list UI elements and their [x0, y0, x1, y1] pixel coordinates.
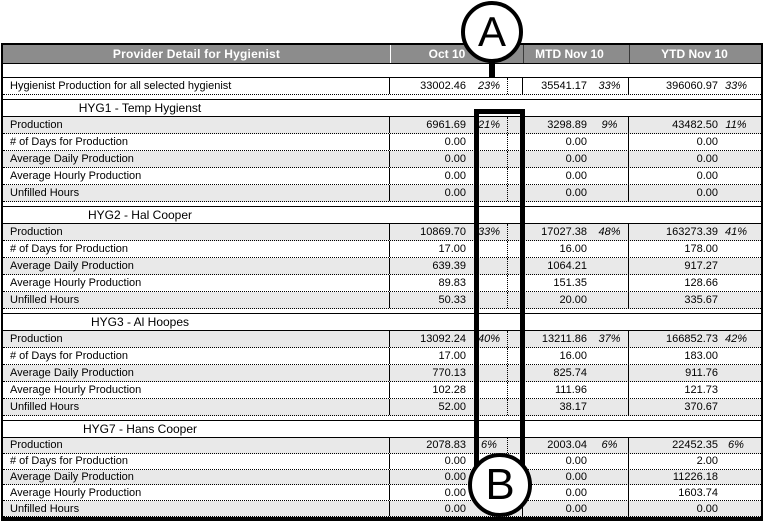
- mtd-percent: [591, 275, 629, 291]
- mtd-percent: [591, 485, 629, 500]
- table-row: [3, 151, 761, 168]
- ytd-value: 178.00: [684, 243, 718, 255]
- ytd-value: 1603.74: [678, 486, 718, 499]
- callout-b-label: B: [485, 460, 515, 509]
- ytd-value: 121.73: [684, 384, 718, 396]
- summary-row: [3, 78, 761, 95]
- mtd-value: 151.35: [553, 277, 587, 289]
- mtd-value: 1064.21: [547, 260, 587, 272]
- ytd-percent: [721, 382, 761, 398]
- row-label: Unfilled Hours: [3, 399, 390, 415]
- oct-value: 50.33: [438, 294, 466, 306]
- row-label: Unfilled Hours: [3, 501, 390, 516]
- oct-percent: 40%: [471, 331, 508, 347]
- mtd-percent: 9%: [591, 117, 629, 133]
- mtd-value: 0.00: [565, 455, 587, 468]
- ytd-value: 335.67: [684, 294, 718, 306]
- ytd-value: 43482.50: [672, 119, 718, 131]
- ytd-value: 2.00: [696, 455, 718, 468]
- mtd-value: 0.00: [565, 153, 587, 165]
- mtd-value: 111.96: [554, 384, 587, 396]
- oct-value: 52.00: [438, 401, 466, 413]
- oct-value: 0.00: [444, 153, 466, 165]
- ytd-value: 183.00: [684, 350, 718, 362]
- table-row: [3, 117, 761, 134]
- oct-value: 6961.69: [426, 119, 466, 131]
- ytd-percent: [721, 168, 761, 184]
- mtd-percent: [591, 258, 629, 274]
- blank-row: [3, 64, 761, 78]
- ytd-percent: 41%: [724, 226, 748, 238]
- table-row: [3, 501, 761, 517]
- ytd-percent: 42%: [724, 333, 748, 345]
- mtd-value: 38.17: [559, 401, 587, 413]
- table-row: [3, 399, 761, 416]
- mtd-percent: [591, 134, 629, 150]
- mtd-value: 0.00: [565, 502, 587, 515]
- ytd-value: 0.00: [696, 153, 718, 165]
- ytd-value: 166852.73: [666, 333, 718, 345]
- highlight-rectangle: [474, 109, 525, 501]
- oct-value: 2078.83: [426, 439, 466, 452]
- ytd-percent: [721, 470, 761, 485]
- ytd-percent: [721, 151, 761, 167]
- ytd-percent: [721, 501, 761, 516]
- mtd-percent: [591, 399, 629, 415]
- mtd-percent: [591, 382, 629, 398]
- section-title: HYG2 - Hal Cooper: [87, 208, 193, 222]
- section-header-row: [3, 207, 761, 224]
- ytd-value: 396060.97: [666, 80, 718, 92]
- oct-value: 13092.24: [420, 333, 466, 345]
- ytd-value: 163273.39: [666, 226, 718, 238]
- mtd-value: 825.74: [553, 367, 587, 379]
- mtd-percent: [591, 501, 629, 516]
- row-label: Average Hourly Production: [3, 382, 390, 398]
- ytd-percent: [721, 454, 761, 469]
- mtd-percent: [591, 151, 629, 167]
- row-label: Average Hourly Production: [3, 275, 390, 291]
- oct-value: 89.83: [438, 277, 466, 289]
- ytd-value: 0.00: [696, 136, 718, 148]
- mtd-percent: 48%: [591, 224, 629, 240]
- row-label: Average Hourly Production: [3, 485, 390, 500]
- table-row: [3, 331, 761, 348]
- row-label: Unfilled Hours: [3, 292, 390, 308]
- callout-circle-b: [468, 453, 532, 517]
- mtd-percent: [591, 454, 629, 469]
- section-rows: [3, 438, 761, 517]
- column-spacer: [508, 78, 523, 94]
- table-row: [3, 438, 761, 454]
- oct-value: 0.00: [444, 136, 466, 148]
- section-header-row: [3, 100, 761, 117]
- ytd-percent: [721, 275, 761, 291]
- ytd-percent: [721, 258, 761, 274]
- oct-value: 0.00: [444, 486, 466, 499]
- row-label: Production: [3, 117, 390, 133]
- column-header-mtd: MTD Nov 10: [523, 45, 629, 63]
- table-row: [3, 470, 761, 486]
- row-label: # of Days for Production: [3, 348, 390, 364]
- row-label: Production: [3, 224, 390, 240]
- oct-value: 0.00: [444, 455, 466, 468]
- row-label: Production: [3, 331, 390, 347]
- ytd-percent: [721, 399, 761, 415]
- section-rows: [3, 331, 761, 416]
- ytd-percent: [721, 185, 761, 201]
- oct-value: 770.13: [432, 367, 466, 379]
- ytd-value: 911.76: [685, 367, 718, 379]
- ytd-value: 128.66: [684, 277, 718, 289]
- mtd-percent: 33%: [591, 78, 629, 94]
- ytd-value: 22452.35: [672, 439, 718, 452]
- ytd-percent: 6%: [728, 439, 744, 452]
- mtd-value: 0.00: [565, 470, 587, 483]
- mtd-value: 0.00: [565, 136, 587, 148]
- column-header-oct: Oct 10: [390, 45, 523, 63]
- oct-value: 0.00: [444, 502, 466, 515]
- table-row: [3, 485, 761, 501]
- mtd-percent: 37%: [591, 331, 629, 347]
- table-row: [3, 275, 761, 292]
- mtd-value: 16.00: [559, 243, 587, 255]
- table-row: [3, 382, 761, 399]
- report-title: Provider Detail for Hygienist: [112, 47, 281, 61]
- row-label: Production: [3, 438, 390, 453]
- row-label: # of Days for Production: [3, 134, 390, 150]
- ytd-percent: [721, 292, 761, 308]
- table-row: [3, 348, 761, 365]
- row-label: Average Daily Production: [3, 258, 390, 274]
- section-rows: [3, 117, 761, 202]
- mtd-percent: [591, 292, 629, 308]
- table-row: [3, 134, 761, 151]
- ytd-value: 0.00: [696, 187, 718, 199]
- table-row: [3, 185, 761, 202]
- callout-a-label: A: [477, 8, 506, 55]
- mtd-percent: [591, 348, 629, 364]
- mtd-percent: [591, 241, 629, 257]
- mtd-value: 35541.17: [541, 80, 587, 92]
- ytd-percent: 11%: [725, 119, 747, 131]
- mtd-percent: [591, 185, 629, 201]
- ytd-value: 11226.18: [672, 470, 718, 483]
- oct-percent: 6%: [471, 438, 508, 453]
- ytd-percent: [721, 485, 761, 500]
- row-label: Average Daily Production: [3, 151, 390, 167]
- callout-circle-a: [461, 1, 523, 63]
- mtd-value: 20.00: [559, 294, 587, 306]
- table-row: [3, 241, 761, 258]
- mtd-value: 0.00: [565, 486, 587, 499]
- row-label: Average Daily Production: [3, 365, 390, 381]
- mtd-value: 16.00: [559, 350, 587, 362]
- table-row: [3, 224, 761, 241]
- mtd-value: 3298.89: [547, 119, 587, 131]
- table-row: [3, 258, 761, 275]
- ytd-value: 917.27: [684, 260, 718, 272]
- row-label: Unfilled Hours: [3, 185, 390, 201]
- oct-value: 0.00: [444, 187, 466, 199]
- section-header-row: [3, 421, 761, 438]
- ytd-percent: [721, 241, 761, 257]
- table-row: [3, 168, 761, 185]
- column-header-ytd: YTD Nov 10: [629, 45, 761, 63]
- ytd-value: 0.00: [696, 170, 718, 182]
- mtd-percent: [591, 470, 629, 485]
- ytd-value: 370.67: [684, 401, 718, 413]
- section-rows: [3, 224, 761, 309]
- oct-percent: 33%: [471, 224, 508, 240]
- oct-percent: 23%: [471, 78, 508, 94]
- mtd-percent: [591, 168, 629, 184]
- mtd-percent: 6%: [591, 438, 629, 453]
- table-row: [3, 292, 761, 309]
- section-header-row: [3, 314, 761, 331]
- oct-value: 17.00: [438, 350, 466, 362]
- section-title: HYG7 - Hans Cooper: [82, 422, 198, 436]
- section-title: HYG3 - Al Hoopes: [90, 315, 190, 329]
- ytd-percent: [721, 134, 761, 150]
- mtd-value: 2003.04: [547, 439, 587, 452]
- ytd-value: 0.00: [696, 502, 718, 515]
- table-row: [3, 365, 761, 382]
- row-label: # of Days for Production: [3, 241, 390, 257]
- table-row: [3, 454, 761, 470]
- mtd-value: 13211.86: [541, 333, 587, 345]
- oct-value: 0.00: [444, 470, 466, 483]
- section-title: HYG1 - Temp Hygienst: [78, 101, 202, 115]
- provider-detail-table: [1, 43, 763, 521]
- row-label: Average Hourly Production: [3, 168, 390, 184]
- summary-label: Hygienist Production for all selected hygienist: [3, 78, 390, 94]
- oct-value: 0.00: [444, 170, 466, 182]
- oct-value: 639.39: [432, 260, 466, 272]
- mtd-percent: [591, 365, 629, 381]
- oct-value: 17.00: [438, 243, 466, 255]
- oct-value: 10869.70: [420, 226, 466, 238]
- ytd-percent: 33%: [724, 80, 748, 92]
- mtd-value: 0.00: [565, 170, 587, 182]
- ytd-percent: [721, 365, 761, 381]
- row-label: # of Days for Production: [3, 454, 390, 469]
- mtd-value: 17027.38: [541, 226, 587, 238]
- ytd-percent: [721, 348, 761, 364]
- row-label: Average Daily Production: [3, 470, 390, 485]
- mtd-value: 0.00: [565, 187, 587, 199]
- table-header-band: [3, 45, 761, 64]
- oct-value: 33002.46: [420, 80, 466, 92]
- oct-value: 102.28: [432, 384, 466, 396]
- oct-percent: 21%: [471, 117, 508, 133]
